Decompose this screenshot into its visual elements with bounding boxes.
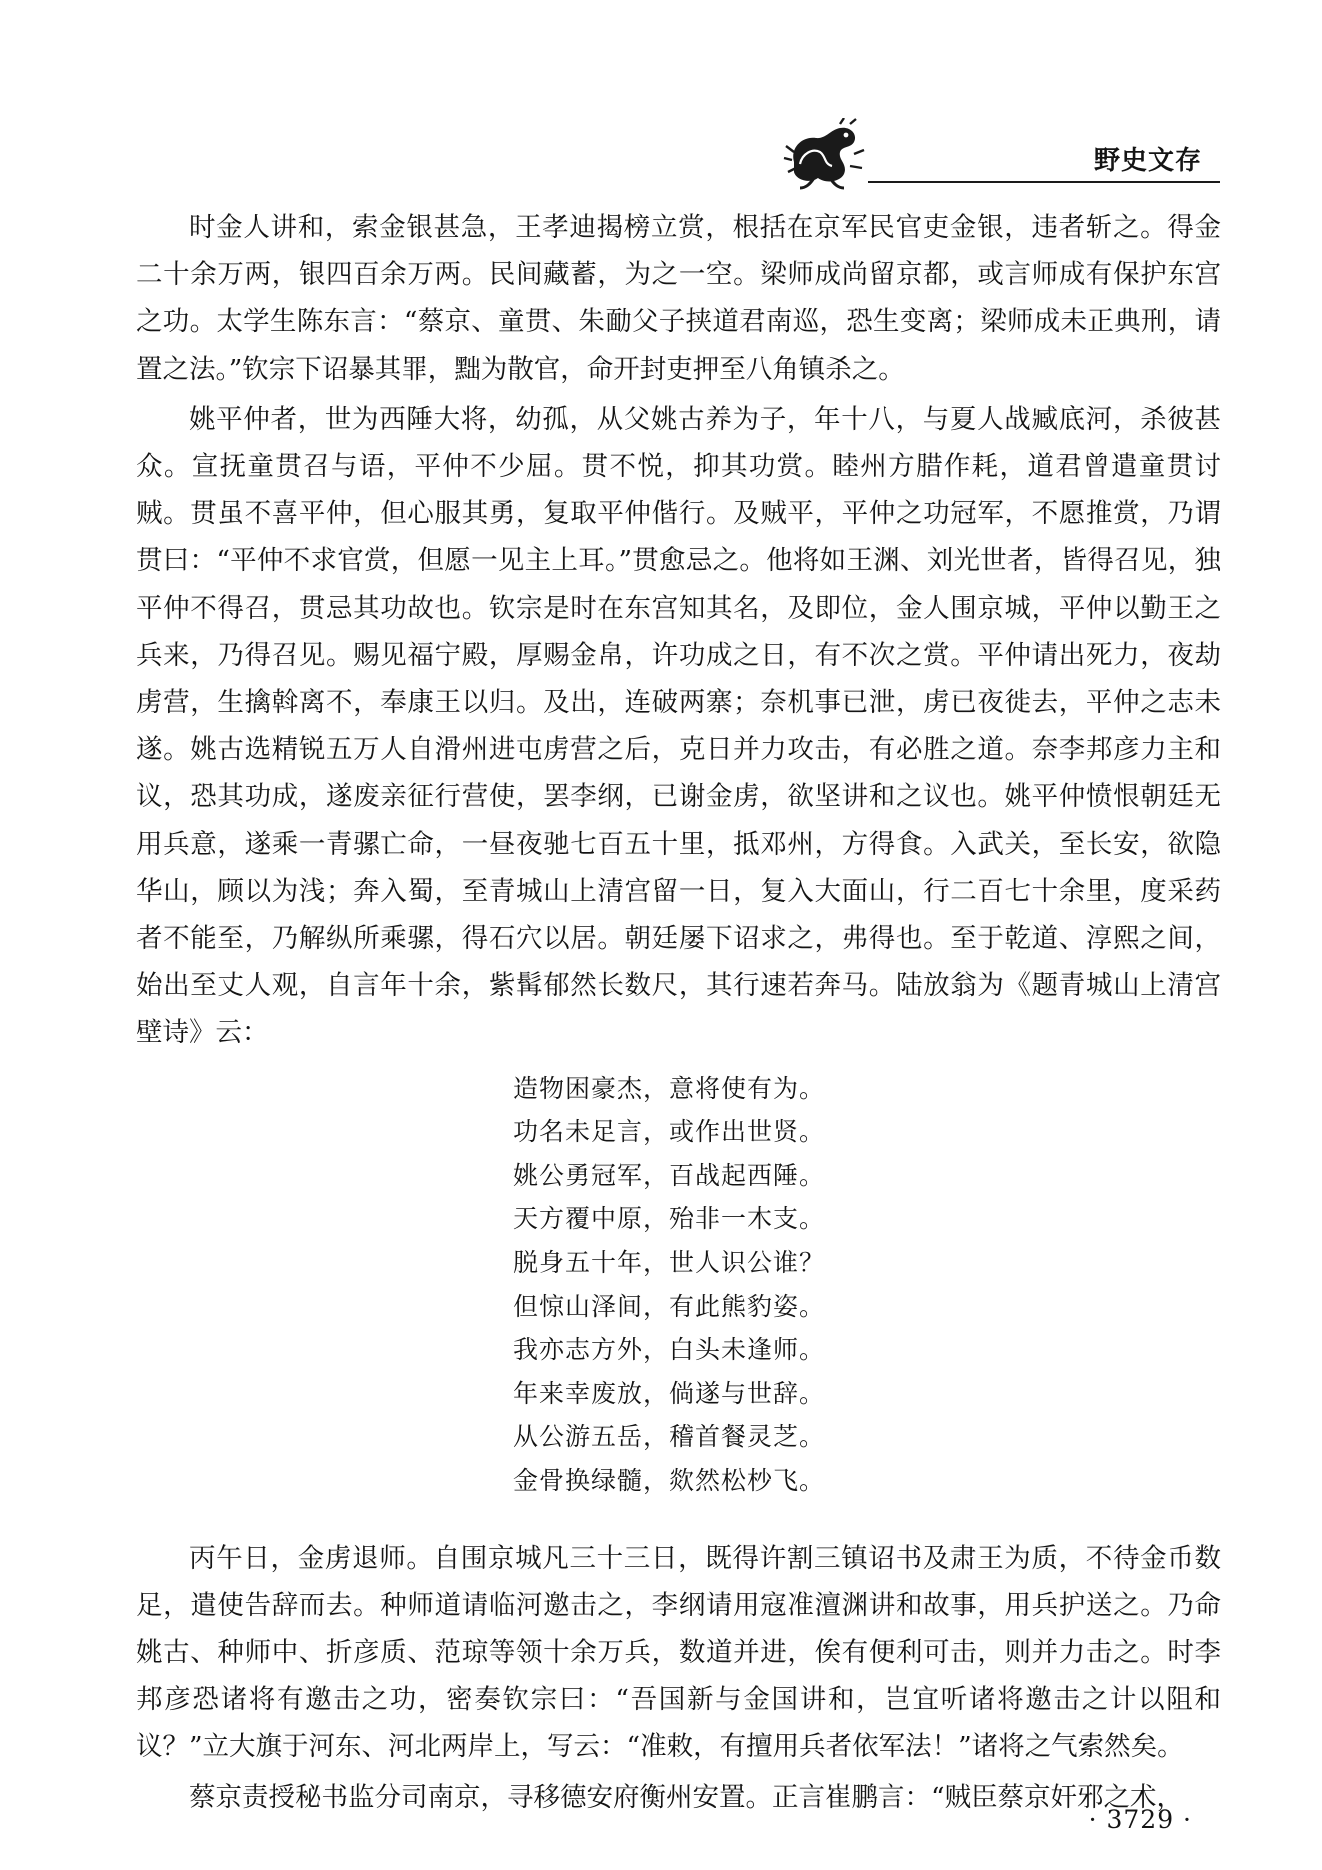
header-rule	[868, 181, 1220, 183]
poem-line: 脱身五十年，世人识公谁？	[513, 1248, 826, 1278]
body-text	[136, 204, 1221, 1824]
poem-line: 姚公勇冠军，百战起西陲。	[513, 1160, 826, 1190]
poem-line: 年来幸废放，倘遂与世辞。	[513, 1378, 826, 1408]
poem-line: 我亦志方外，白头未逢师。	[513, 1335, 826, 1365]
dragon-emblem-icon	[780, 118, 870, 190]
series-title: 野史文存	[1093, 146, 1202, 176]
poem-line: 但惊山泽间，有此熊豹姿。	[513, 1291, 826, 1321]
page-header	[780, 118, 1220, 190]
poem-line: 功名未足言，或作出世贤。	[513, 1117, 826, 1147]
paragraph: 蔡京责授秘书监分司南京，寻移德安府衡州安置。正言崔鹏言：“贼臣蔡京奸邪之术，	[189, 1781, 1184, 1813]
poem-line: 造物困豪杰，意将使有为。	[513, 1073, 826, 1103]
poem-line: 从公游五岳，稽首餐灵芝。	[513, 1422, 826, 1452]
paragraph: 姚平仲者，世为西陲大将，幼孤，从父姚古养为子，年十八，与夏人战臧底河，杀彼甚众。宣抚童贯召与语，平仲不少屈。贯不悦，抑其功赏。睦州方腊作耗，道君曾遣童贯讨贼。贯虽不喜平仲，但心服其勇，复取平仲偕行。及贼平，平仲之功冠军，不愿推赏，乃谓贯曰：“平仲不求官赏，但愿一见主上耳。”贯愈忌之。他将如王渊、刘光世者，皆得召见，独平仲不得召，贯忌其功故也。钦宗是时在东宫知其名，及即位，金人围京城，平仲以勤王之兵来，乃得召见。赐见福宁殿，厚赐金帛，许功成之日，有不次之赏。平仲请出死力，夜劫虏营，生擒斡离不，奉康王以归。及出，连破两寨；奈机事已泄，虏已夜徙去，平仲之志未遂。姚古选精锐五万人自滑州进屯虏营之后，克日并力攻击，有必胜之道。奈李邦彦力主和议，恐其功成，遂废亲征行营使，罢李纲，已谢金虏，欲坚讲和之议也。姚平仲愤恨朝廷无用兵意，遂乘一青骡亡命，一昼夜驰七百五十里，抵邓州，方得食。入武关，至长安，欲隐华山，顾以为浅；奔入蜀，至青城山上清宫留一日，复入大面山，行二百七十余里，度采药者不能至，乃解纵所乘骡，得石穴以居。朝廷屡下诏求之，弗得也。至于乾道、淳熙之间，始出至丈人观，自言年十余，紫髯郁然长数尺，其行速若奔马。陆放翁为《题青城山上清宫壁诗》云：	[136, 403, 1221, 1049]
page-number: · 3729 ·	[1088, 1805, 1192, 1834]
paragraph: 时金人讲和，索金银甚急，王孝迪揭榜立赏，根括在京军民官吏金银，违者斩之。得金二十余万两，银四百余万两。民间藏蓄，为之一空。梁师成尚留京都，或言师成有保护东宫之功。太学生陈东言：“蔡京、童贯、朱勔父子挟道君南巡，恐生变离；梁师成未正典刑，请置之法。”钦宗下诏暴其罪，黜为散官，命开封吏押至八角镇杀之。	[136, 212, 1221, 385]
poem-line: 金骨换绿髓，欻然松杪飞。	[513, 1466, 826, 1495]
poem	[513, 1067, 1221, 1503]
poem-line: 天方覆中原，殆非一木支。	[513, 1204, 826, 1234]
paragraph: 丙午日，金虏退师。自围京城凡三十三日，既得许割三镇诏书及肃王为质，不待金币数足，遣使告辞而去。种师道请临河邀击之，李纲请用寇准澶渊讲和故事，用兵护送之。乃命姚古、种师中、折彦质、范琼等领十余万兵，数道并进，俟有便利可击，则并力击之。时李邦彦恐诸将有邀击之功，密奏钦宗曰：“吾国新与金国讲和，岂宜听诸将邀击之计以阻和议？”立大旗于河东、河北两岸上，写云：“准敕，有擅用兵者依军法！”诸将之气索然矣。	[136, 1542, 1221, 1763]
